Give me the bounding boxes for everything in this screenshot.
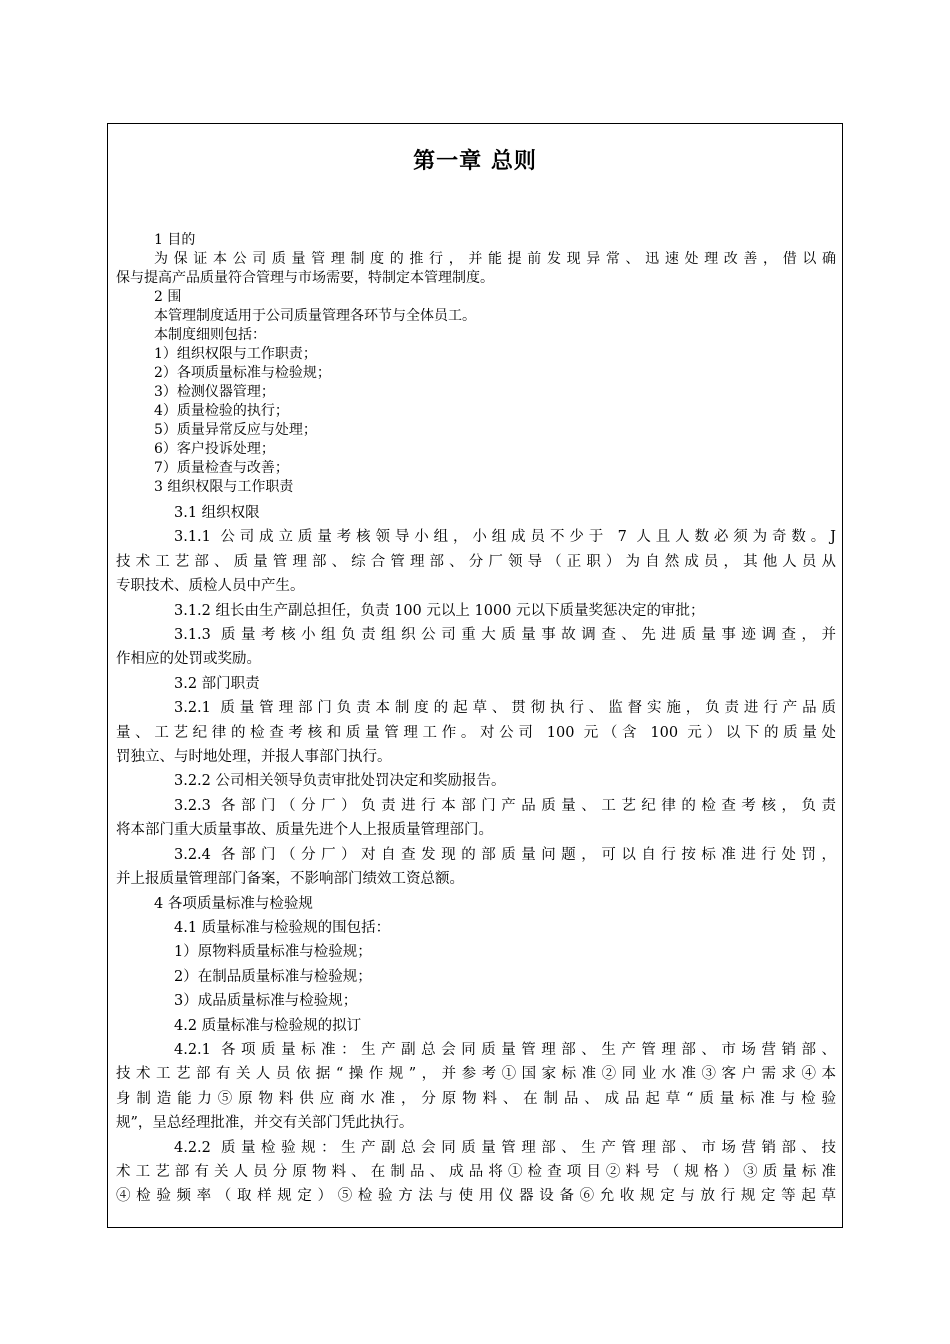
paragraph-line: 3.2 部门职责 xyxy=(174,675,260,692)
paragraph-line: 3.1.1 公司成立质量考核领导小组，小组成员不少于 7 人且人数必须为奇数。J xyxy=(174,529,836,546)
paragraph-line: 6）客户投诉处理； xyxy=(154,441,275,457)
paragraph-line: 4 各项质量标准与检验规 xyxy=(154,895,313,912)
paragraph-line: 身制造能力⑤原物料供应商水准，分原物料、在制品、成品起草“质量标准与检验 xyxy=(116,1090,836,1107)
section-responsibilities-standards xyxy=(116,501,836,1209)
paragraph-line: 技术工艺部、质量管理部、综合管理部、分厂领导（正职）为自然成员，其他人员从 xyxy=(116,553,836,570)
chapter-title: 第一章 总则 xyxy=(413,149,537,174)
paragraph-line: 3.2.4 各部门（分厂）对自查发现的部质量问题，可以自行按标准进行处罚， xyxy=(174,846,836,863)
paragraph-line: 3）成品质量标准与检验规； xyxy=(174,993,358,1010)
paragraph-line: 本管理制度适用于公司质量管理各环节与全体员工。 xyxy=(154,308,476,324)
paragraph-line: 术工艺部有关人员分原物料、在制品、成品将①检查项目②料号（规格）③质量标准 xyxy=(116,1163,836,1180)
paragraph-line: 5）质量异常反应与处理； xyxy=(154,422,317,438)
paragraph-line: 保与提高产品质量符合管理与市场需要，特制定本管理制度。 xyxy=(116,270,494,286)
paragraph-line: 4.2.2 质量检验规：生产副总会同质量管理部、生产管理部、市场营销部、技 xyxy=(174,1139,836,1156)
paragraph-line: 4.1 质量标准与检验规的围包括： xyxy=(174,919,391,936)
paragraph-line: 规”，呈总经理批准，并交有关部门凭此执行。 xyxy=(116,1115,414,1132)
paragraph-line: 2）各项质量标准与检验规； xyxy=(154,365,331,381)
paragraph-line: 4.2 质量标准与检验规的拟订 xyxy=(174,1017,362,1034)
paragraph-line: 2）在制品质量标准与检验规； xyxy=(174,968,372,985)
paragraph-line: 1）原物料质量标准与检验规； xyxy=(174,944,372,961)
paragraph-line: ④检验频率（取样规定）⑤检验方法与使用仪器设备⑥允收规定与放行规定等起草 xyxy=(116,1188,836,1205)
paragraph-line: 量、工艺纪律的检查考核和质量管理工作。对公司 100 元（含 100 元）以下的质量处 xyxy=(116,724,836,741)
paragraph-line: 专职技术、质检人员中产生。 xyxy=(116,578,305,595)
paragraph-line: 技术工艺部有关人员依据“操作规”，并参考①国家标准②同业水准③客户需求④本 xyxy=(116,1066,836,1083)
paragraph-line: 3.2.2 公司相关领导负责审批处罚决定和奖励报告。 xyxy=(174,773,506,790)
paragraph-line: 3.1 组织权限 xyxy=(174,505,260,521)
document-frame xyxy=(107,123,843,1228)
paragraph-line: 2 围 xyxy=(154,289,182,305)
paragraph-line: 并上报质量管理部门备案，不影响部门绩效工资总额。 xyxy=(116,871,464,888)
section-purpose-scope xyxy=(116,231,836,497)
paragraph-line: 本制度细则包括： xyxy=(154,327,266,343)
paragraph-line: 7）质量检查与改善； xyxy=(154,460,289,476)
paragraph-line: 3.2.1 质量管理部门负责本制度的起草、贯彻执行、监督实施，负责进行产品质 xyxy=(174,700,836,717)
paragraph-line: 4）质量检验的执行； xyxy=(154,403,289,419)
paragraph-line: 3.1.3 质量考核小组负责组织公司重大质量事故调查、先进质量事迹调查，并 xyxy=(174,627,836,644)
paragraph-line: 3 组织权限与工作职责 xyxy=(154,479,294,495)
paragraph-line: 4.2.1 各项质量标准：生产副总会同质量管理部、生产管理部、市场营销部、 xyxy=(174,1041,836,1058)
paragraph-line: 作相应的处罚或奖励。 xyxy=(116,651,261,668)
paragraph-line: 1 目的 xyxy=(154,232,196,248)
paragraph-line: 罚独立、与时地处理，并报人事部门执行。 xyxy=(116,749,392,766)
paragraph-line: 将本部门重大质量事故、质量先进个人上报质量管理部门。 xyxy=(116,822,493,839)
paragraph-line: 3.2.3 各部门（分厂）负责进行本部门产品质量、工艺纪律的检查考核，负责 xyxy=(174,797,836,814)
paragraph-line: 1）组织权限与工作职责； xyxy=(154,346,317,362)
paragraph-line: 3）检测仪器管理； xyxy=(154,384,275,400)
paragraph-line: 为保证本公司质量管理制度的推行，并能提前发现异常、迅速处理改善，借以确 xyxy=(154,251,836,267)
paragraph-line: 3.1.2 组长由生产副总担任，负责 100 元以上 1000 元以下质量奖惩决定的审批； xyxy=(174,602,705,619)
